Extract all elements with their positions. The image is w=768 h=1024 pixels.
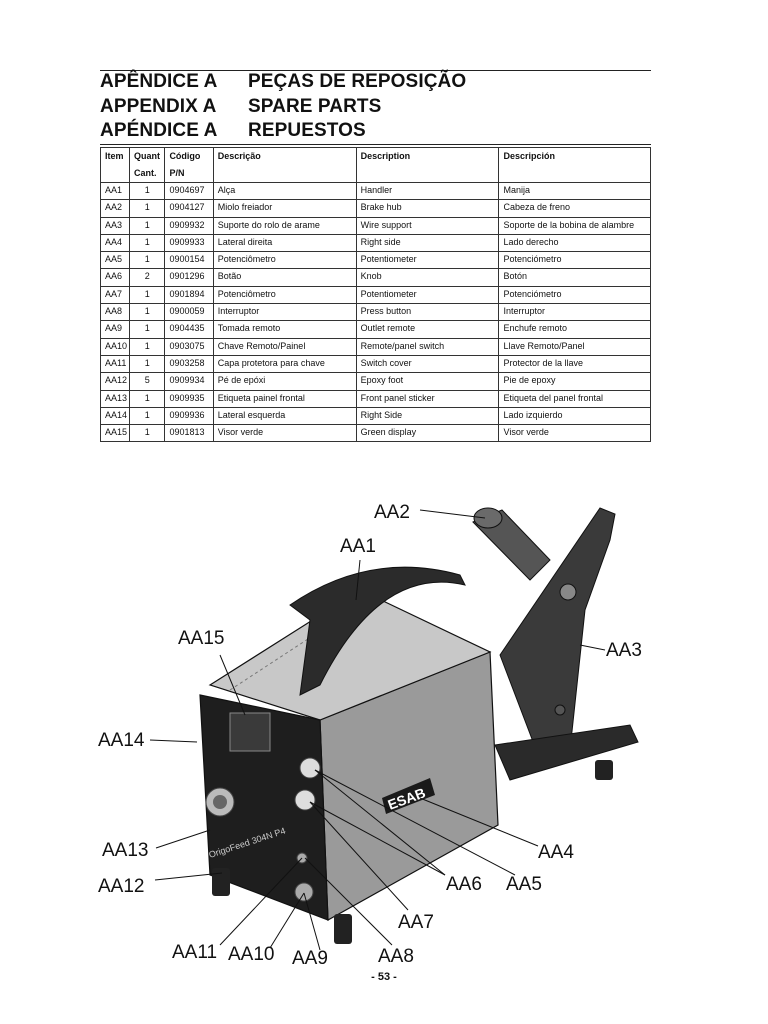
cell-code: 0909936 [165, 407, 213, 424]
cell-code: 0900154 [165, 252, 213, 269]
cell-item: AA3 [101, 217, 130, 234]
cell-code: 0909932 [165, 217, 213, 234]
spare-parts-table [100, 147, 651, 442]
cell-description-pt: Pé de epóxi [213, 373, 356, 390]
cell-quantity: 1 [130, 304, 165, 321]
cell-description-pt: Visor verde [213, 425, 356, 442]
cell-item: AA15 [101, 425, 130, 442]
cell-description-es: Protector de la llave [499, 355, 651, 372]
callout-aa11: AA11 [172, 942, 218, 963]
table-row [101, 234, 651, 251]
cell-item: AA1 [101, 183, 130, 200]
callout-aa5: AA5 [506, 874, 542, 895]
heading-line-pt [100, 70, 466, 94]
table-row [101, 425, 651, 442]
header-description-pt: Descrição [213, 148, 356, 183]
header-description-en: Description [356, 148, 499, 183]
table-body [101, 183, 651, 442]
callout-aa3: AA3 [606, 640, 642, 661]
cell-description-pt: Potenciômetro [213, 252, 356, 269]
table-row [101, 338, 651, 355]
appendix-label-es: APÉNDICE A [100, 120, 218, 141]
cell-code: 0900059 [165, 304, 213, 321]
cell-description-en: Remote/panel switch [356, 338, 499, 355]
cell-description-es: Cabeza de freno [499, 200, 651, 217]
cell-code: 0903075 [165, 338, 213, 355]
wire-feeder-exploded-diagram [90, 480, 690, 980]
cell-item: AA10 [101, 338, 130, 355]
cell-description-es: Potenciómetro [499, 286, 651, 303]
callout-aa10: AA10 [228, 944, 275, 965]
appendix-title-en: SPARE PARTS [248, 96, 382, 117]
callout-aa14: AA14 [98, 730, 145, 751]
cell-description-es: Etiqueta del panel frontal [499, 390, 651, 407]
appendix-label-pt: APÊNDICE A [100, 71, 218, 92]
cell-description-en: Front panel sticker [356, 390, 499, 407]
table-row [101, 269, 651, 286]
cell-description-es: Interruptor [499, 304, 651, 321]
table-header-row [101, 148, 651, 183]
cell-description-en: Right Side [356, 407, 499, 424]
table-row [101, 200, 651, 217]
cell-description-pt: Potenciômetro [213, 286, 356, 303]
cell-item: AA8 [101, 304, 130, 321]
cell-description-pt: Chave Remoto/Painel [213, 338, 356, 355]
cell-description-en: Potentiometer [356, 252, 499, 269]
cell-code: 0901813 [165, 425, 213, 442]
header-description-es: Descripción [499, 148, 651, 183]
cell-description-es: Potenciómetro [499, 252, 651, 269]
cell-description-pt: Capa protetora para chave [213, 355, 356, 372]
cell-quantity: 1 [130, 390, 165, 407]
cell-quantity: 1 [130, 407, 165, 424]
callout-aa9: AA9 [292, 948, 328, 969]
panel-label: OrigoFeed 304N P4 [207, 825, 287, 860]
callout-aa13: AA13 [102, 840, 149, 861]
cell-quantity: 5 [130, 373, 165, 390]
display-window [230, 713, 270, 751]
callout-aa12: AA12 [98, 876, 145, 897]
cell-item: AA4 [101, 234, 130, 251]
cell-item: AA7 [101, 286, 130, 303]
cell-quantity: 1 [130, 338, 165, 355]
cell-description-en: Switch cover [356, 355, 499, 372]
cell-quantity: 1 [130, 321, 165, 338]
cell-code: 0904697 [165, 183, 213, 200]
cell-quantity: 1 [130, 200, 165, 217]
cell-description-pt: Botão [213, 269, 356, 286]
cell-quantity: 1 [130, 183, 165, 200]
callout-aa8: AA8 [378, 946, 414, 967]
cell-description-en: Handler [356, 183, 499, 200]
cell-description-pt: Lateral direita [213, 234, 356, 251]
cell-item: AA9 [101, 321, 130, 338]
cell-item: AA2 [101, 200, 130, 217]
cell-code: 0909935 [165, 390, 213, 407]
cell-description-es: Pie de epoxy [499, 373, 651, 390]
logo-text: ESAB [385, 784, 428, 813]
cell-code: 0901894 [165, 286, 213, 303]
header-quantity: Quant Cant. [130, 148, 165, 183]
page-number: - 53 - [371, 971, 397, 983]
cell-code: 0909933 [165, 234, 213, 251]
cell-description-pt: Suporte do rolo de arame [213, 217, 356, 234]
callout-aa4: AA4 [538, 842, 574, 863]
cell-code: 0903258 [165, 355, 213, 372]
cell-description-es: Botón [499, 269, 651, 286]
callout-aa7: AA7 [398, 912, 434, 933]
cell-item: AA6 [101, 269, 130, 286]
header-item: Item [101, 148, 130, 183]
callout-aa6: AA6 [446, 874, 482, 895]
cell-description-en: Right side [356, 234, 499, 251]
table-row [101, 373, 651, 390]
cell-quantity: 2 [130, 269, 165, 286]
cell-description-pt: Etiqueta painel frontal [213, 390, 356, 407]
heading-line-es [100, 119, 366, 143]
appendix-title-pt: PEÇAS DE REPOSIÇÃO [248, 71, 467, 92]
table-row [101, 252, 651, 269]
cell-description-es: Visor verde [499, 425, 651, 442]
cell-description-es: Llave Remoto/Panel [499, 338, 651, 355]
cell-description-en: Epoxy foot [356, 373, 499, 390]
cell-description-en: Press button [356, 304, 499, 321]
brake-hub [473, 508, 550, 580]
cell-quantity: 1 [130, 217, 165, 234]
cell-item: AA11 [101, 355, 130, 372]
cell-description-en: Green display [356, 425, 499, 442]
table-row [101, 217, 651, 234]
cell-item: AA13 [101, 390, 130, 407]
cell-description-es: Lado izquierdo [499, 407, 651, 424]
cell-description-pt: Lateral esquerda [213, 407, 356, 424]
cell-item: AA14 [101, 407, 130, 424]
callout-aa1: AA1 [340, 536, 376, 557]
cell-description-en: Wire support [356, 217, 499, 234]
heading-line-en [100, 95, 381, 119]
cell-item: AA5 [101, 252, 130, 269]
table-row [101, 407, 651, 424]
callout-aa15: AA15 [178, 628, 225, 649]
cell-description-pt: Interruptor [213, 304, 356, 321]
cell-quantity: 1 [130, 252, 165, 269]
cell-description-es: Manija [499, 183, 651, 200]
appendix-label-en: APPENDIX A [100, 96, 217, 117]
cell-code: 0901296 [165, 269, 213, 286]
cell-code: 0904127 [165, 200, 213, 217]
cell-description-en: Brake hub [356, 200, 499, 217]
table-row [101, 321, 651, 338]
cell-description-es: Lado derecho [499, 234, 651, 251]
cell-quantity: 1 [130, 286, 165, 303]
cell-description-en: Knob [356, 269, 499, 286]
heading-bottom-rule [100, 144, 651, 145]
cell-quantity: 1 [130, 355, 165, 372]
cell-description-es: Soporte de la bobina de alambre [499, 217, 651, 234]
cell-description-es: Enchufe remoto [499, 321, 651, 338]
cell-quantity: 1 [130, 425, 165, 442]
table-row [101, 286, 651, 303]
appendix-title-es: REPUESTOS [248, 120, 366, 141]
cell-item: AA12 [101, 373, 130, 390]
callout-aa2: AA2 [374, 502, 410, 523]
cell-description-en: Outlet remote [356, 321, 499, 338]
cell-description-en: Potentiometer [356, 286, 499, 303]
header-code: Código P/N [165, 148, 213, 183]
table-row [101, 390, 651, 407]
cell-quantity: 1 [130, 234, 165, 251]
table-row [101, 304, 651, 321]
cell-code: 0904435 [165, 321, 213, 338]
cell-description-pt: Tomada remoto [213, 321, 356, 338]
cell-description-pt: Miolo freiador [213, 200, 356, 217]
cell-description-pt: Alça [213, 183, 356, 200]
table-row [101, 355, 651, 372]
cell-code: 0909934 [165, 373, 213, 390]
table-row [101, 183, 651, 200]
